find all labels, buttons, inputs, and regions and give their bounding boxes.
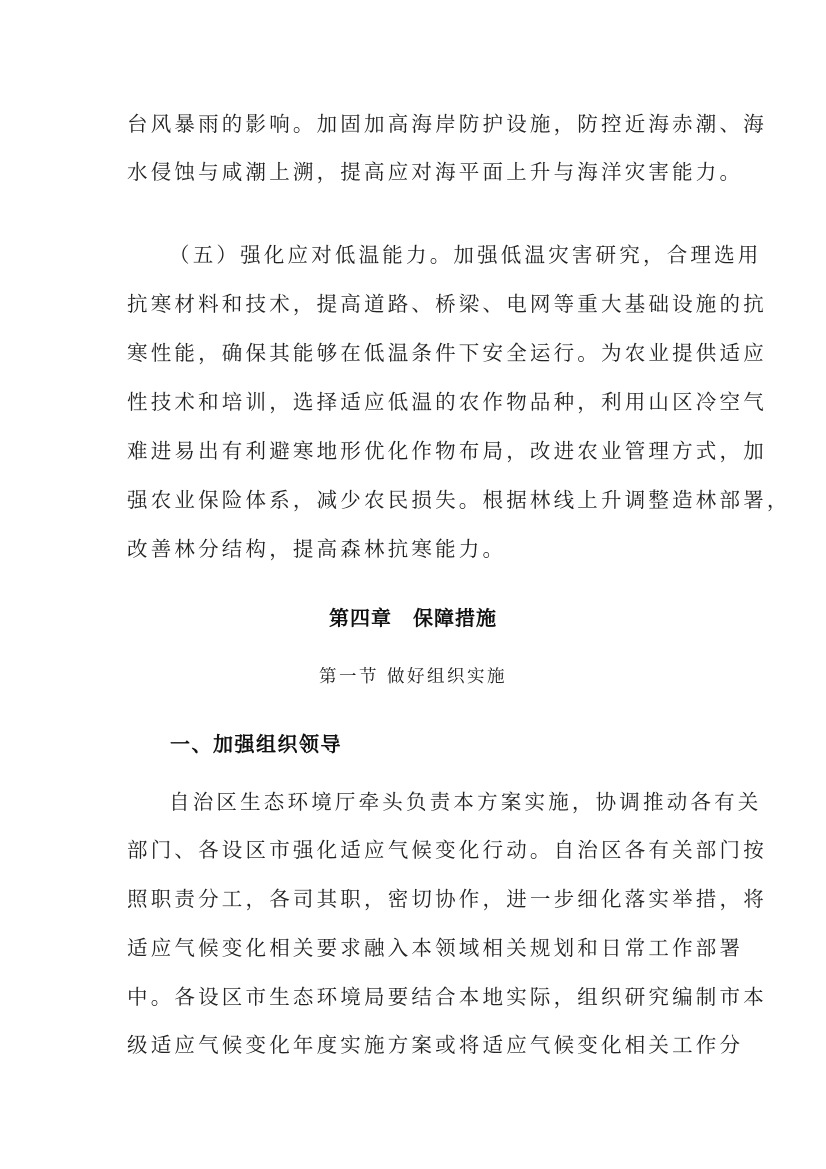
paragraph-line: 台风暴雨的影响。加固加高海岸防护设施，防控近海赤潮、海 <box>127 112 767 136</box>
paragraph-line: 中。各设区市生态环境局要结合本地实际，组织研究编制市本 <box>127 985 767 1009</box>
paragraph-line: 级适应气候变化年度实施方案或将适应气候变化相关工作分 <box>127 1033 744 1057</box>
paragraph-line: 抗寒材料和技术，提高道路、桥梁、电网等重大基础设施的抗 <box>127 292 767 316</box>
chapter-title: 第四章 保障措施 <box>329 606 497 630</box>
paragraph-line: 水侵蚀与咸潮上溯，提高应对海平面上升与海洋灾害能力。 <box>127 160 744 184</box>
paragraph-line: 强农业保险体系，减少农民损失。根据林线上升调整造林部署， <box>127 488 791 512</box>
section-title: 第一节 做好组织实施 <box>318 667 508 687</box>
paragraph-line: 照职责分工，各司其职，密切协作，进一步细化落实举措，将 <box>127 887 767 911</box>
paragraph-line: 难进易出有利避寒地形优化作物布局，改进农业管理方式，加 <box>127 439 767 463</box>
paragraph-line: 适应气候变化相关要求融入本领域相关规划和日常工作部署 <box>127 936 744 960</box>
paragraph-line: 自治区生态环境厅牵头负责本方案实施，协调推动各有关 <box>169 790 762 814</box>
paragraph-line: 寒性能，确保其能够在低温条件下安全运行。为农业提供适应 <box>127 341 767 365</box>
paragraph-line: （五）强化应对低温能力。加强低温灾害研究，合理选用 <box>169 243 762 267</box>
paragraph-line: 改善林分结构，提高森林抗寒能力。 <box>127 537 507 561</box>
paragraph-line: 性技术和培训，选择适应低温的农作物品种，利用山区冷空气 <box>127 390 767 414</box>
subheading: 一、加强组织领导 <box>170 732 342 756</box>
paragraph-line: 部门、各设区市强化适应气候变化行动。自治区各有关部门按 <box>127 838 767 862</box>
